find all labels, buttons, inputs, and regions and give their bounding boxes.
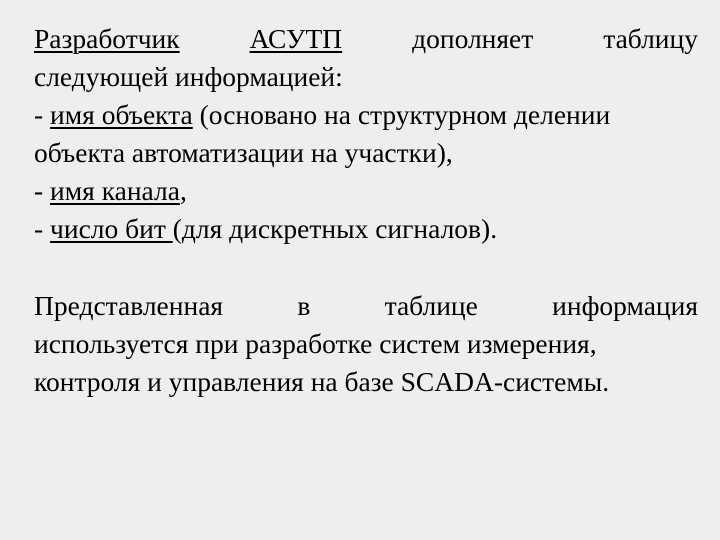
paragraph-spacer (34, 248, 698, 287)
term-asutp: АСУТП (249, 23, 343, 54)
word: в (297, 290, 311, 321)
item-description: (для дискретных сигналов). (172, 213, 498, 244)
text-line (34, 287, 698, 325)
text-line: контроля и управления на базе SCADA-системы. (34, 366, 610, 397)
word: Представленная (34, 290, 224, 321)
term-object-name: имя объекта (50, 99, 193, 130)
list-dash: - (34, 99, 51, 130)
word: дополняет (412, 23, 534, 54)
word: таблицу (603, 23, 698, 54)
list-item-channel-name (34, 172, 698, 210)
text-line: объекта автоматизации на участки), (34, 137, 453, 168)
paragraph-usage (34, 287, 698, 401)
term-developer: Разработчик (34, 23, 180, 54)
term-channel-name: имя канала (50, 175, 180, 206)
text-line (34, 20, 698, 58)
list-item-object-name (34, 96, 698, 134)
slide-body (34, 20, 698, 401)
item-description: (основано на структурном делении (192, 99, 611, 130)
list-dash: - (34, 175, 51, 206)
item-description: , (179, 175, 187, 206)
text-line: следующей информацией: (34, 61, 343, 92)
paragraph-developer-adds (34, 20, 698, 248)
list-item-bit-count (34, 210, 698, 248)
term-bit-count: число бит (50, 213, 173, 244)
list-dash: - (34, 213, 51, 244)
word: информация (552, 290, 698, 321)
text-line: используется при разработке систем измерения, (34, 328, 597, 359)
word: таблице (384, 290, 478, 321)
